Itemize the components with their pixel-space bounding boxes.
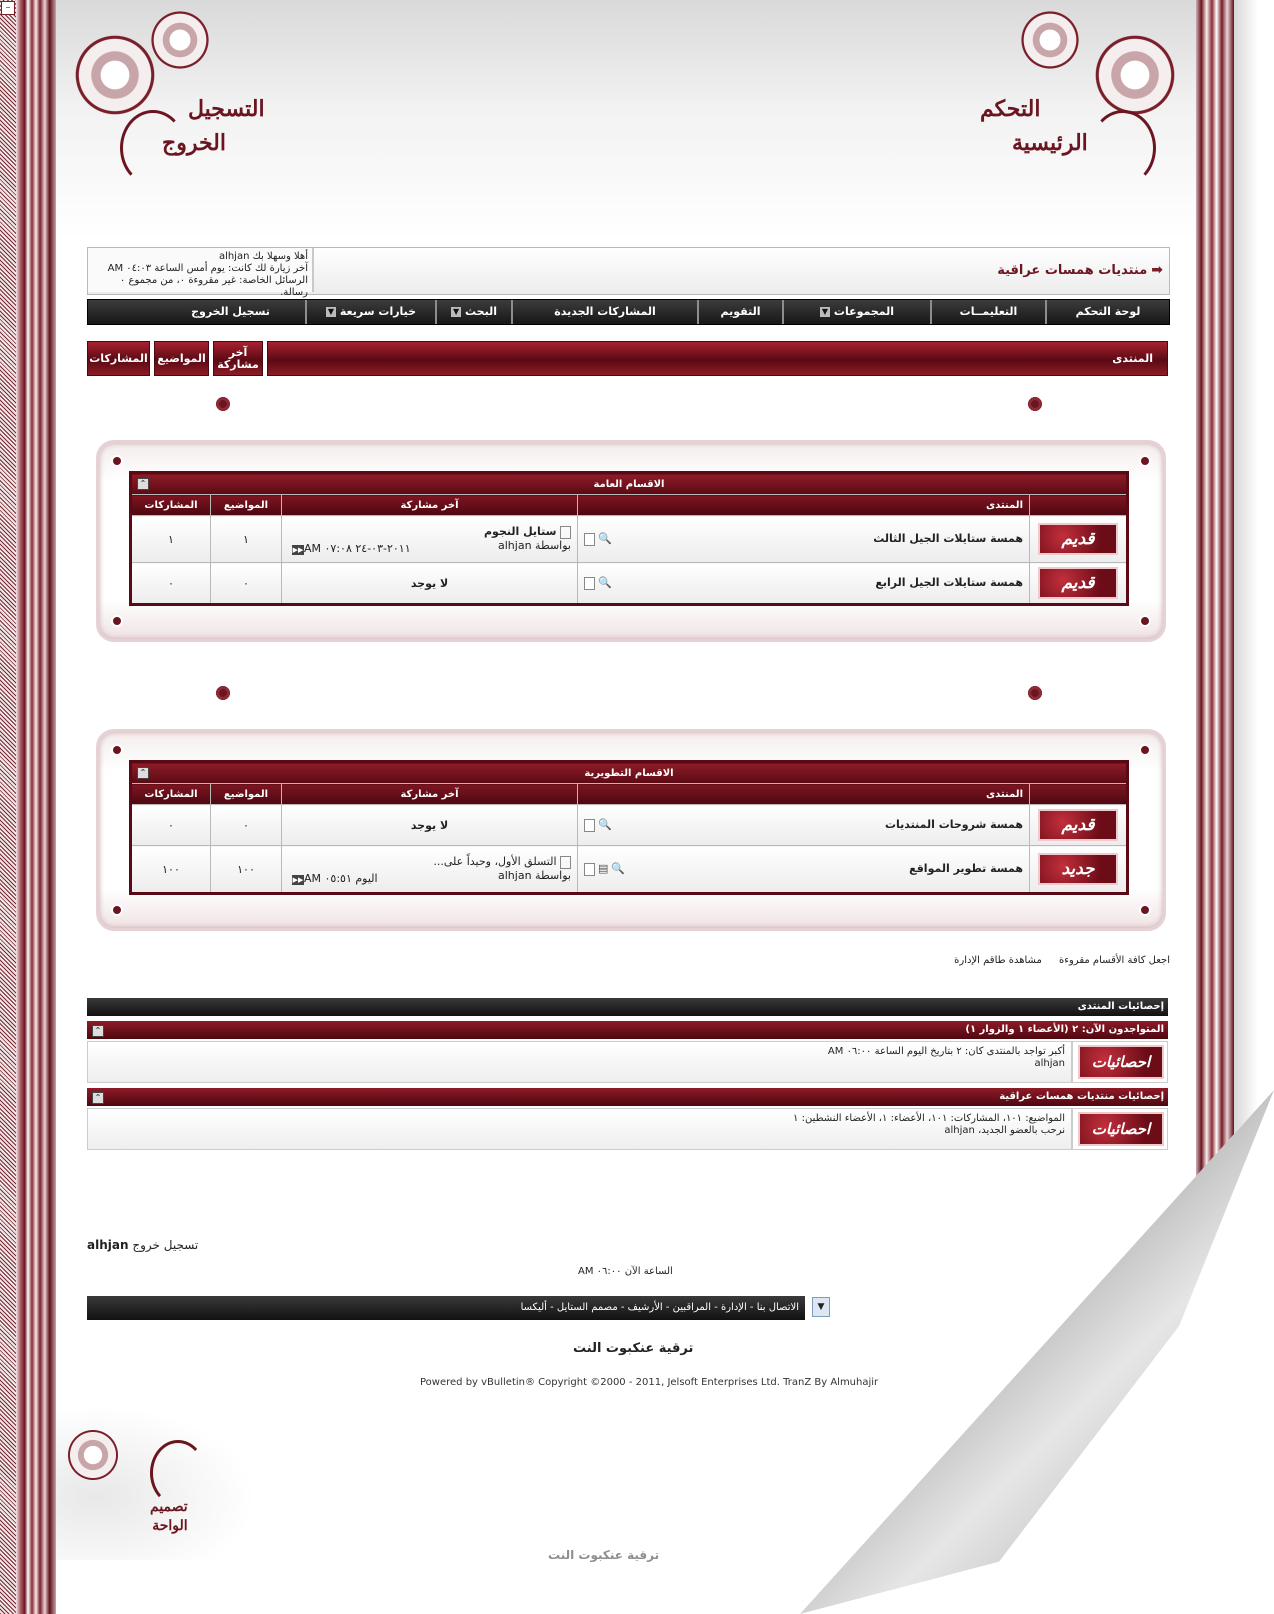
forum-actions — [940, 955, 1170, 966]
frame-dot — [111, 744, 123, 756]
forum-name-cell — [578, 805, 1030, 846]
arrow-right-icon: ➡ — [1151, 262, 1163, 278]
forum-status-cell — [1030, 846, 1128, 894]
flower-icon — [1026, 684, 1044, 702]
category-table — [129, 760, 1129, 895]
swirl-ornament-icon — [150, 1440, 206, 1506]
footer-logout-link[interactable]: تسجيل خروج — [132, 1238, 199, 1252]
col-posts — [131, 495, 211, 516]
column-header-label: مشاركة — [217, 357, 259, 371]
col-threads — [211, 784, 282, 805]
threads-count: ٠ — [211, 805, 282, 846]
forum-row — [131, 516, 1128, 563]
frame-dot — [111, 615, 123, 627]
frame-dot — [111, 904, 123, 916]
flower-icon — [58, 1420, 128, 1490]
stats-badge: احصائيات — [1078, 1045, 1164, 1079]
category-title — [131, 762, 1128, 784]
nav-label: خيارات سريعة — [339, 305, 417, 318]
forum-name-cell — [578, 563, 1030, 605]
col-icon — [1030, 784, 1128, 805]
swirl-ornament-icon — [1090, 110, 1156, 186]
nav-control-panel[interactable] — [1045, 300, 1169, 324]
last-post-none: لا يوجد — [282, 563, 578, 605]
col-label: المواضيع — [223, 499, 269, 511]
footer-title: ترقية عنكبوت النت — [573, 1341, 694, 1356]
column-header-label: المشاركات — [89, 352, 148, 365]
collapse-icon[interactable]: ⌃ — [137, 478, 149, 490]
nav-label: التعليمــات — [959, 305, 1018, 318]
page-curl-decoration — [800, 1090, 1274, 1614]
threads-count: ١ — [211, 516, 282, 563]
nav-search[interactable] — [435, 300, 511, 324]
frame-ornament — [1000, 395, 1080, 435]
nav-label: المشاركات الجديدة — [554, 305, 656, 318]
chevron-down-icon: ▼ — [452, 307, 460, 316]
chevron-down-icon: ▼ — [327, 307, 334, 316]
navbar — [87, 299, 1170, 325]
by-label: بواسطة — [535, 539, 571, 552]
nav-label: لوحة التحكم — [1075, 305, 1141, 318]
category-title-text: الاقسام التطويرية — [584, 767, 674, 779]
by-label: بواسطة — [535, 869, 571, 882]
column-header-label: المنتدى — [1112, 352, 1153, 365]
max-online-text: أكبر تواجد بالمنتدى كان: ٢ بتاريخ اليوم الساعة ٠٦:٠٠ AM — [827, 1046, 1065, 1057]
footer-logout — [87, 1238, 198, 1252]
forum-status-badge: جديد — [1038, 853, 1118, 885]
stats-title: إحصائيات المنتدى — [87, 998, 1168, 1016]
col-label: المنتدى — [986, 788, 1023, 800]
new-member-link[interactable]: alhjan — [944, 1125, 975, 1136]
private-messages-link[interactable]: الرسائل الخاصة: غير مقروءة ٠، من مجموع ٠ رسالة. — [119, 275, 308, 298]
threads-count: ٠ — [211, 563, 282, 605]
last-post-date: ٢٠١١-٠٣-٢٤ ٠٧:٠٨ AM — [304, 542, 411, 555]
left-pattern-strip — [0, 0, 16, 1614]
forum-status-cell — [1030, 516, 1128, 563]
forum-status-cell — [1030, 563, 1128, 605]
design-credit-line: تصميم — [150, 1499, 188, 1515]
forum-status-badge: قديم — [1038, 523, 1118, 555]
forum-row — [131, 805, 1128, 846]
last-post-cell — [282, 516, 578, 563]
online-users-bar[interactable] — [87, 1021, 1168, 1039]
design-credit-line: الواحة — [152, 1518, 188, 1534]
design-credit — [150, 1498, 188, 1536]
go-to-last-post-icon[interactable]: ▶▶ — [292, 876, 304, 884]
forum-name-cell — [578, 516, 1030, 563]
forum-link[interactable]: همسة شروحات المنتديات — [884, 818, 1023, 832]
header-logout-link[interactable]: الخروج — [162, 130, 226, 156]
chevron-down-icon: ▼ — [821, 307, 828, 316]
thread-icon — [560, 526, 571, 539]
nav-label: المجموعات — [833, 305, 895, 318]
frame-dot — [111, 455, 123, 467]
stats-badge: احصائيات — [1078, 1112, 1164, 1146]
frame-dot — [1139, 615, 1151, 627]
online-users-row — [87, 1041, 1168, 1083]
online-user-link[interactable]: alhjan — [1034, 1058, 1065, 1069]
frame-ornament — [188, 684, 268, 724]
col-label: المواضيع — [223, 788, 269, 800]
collapse-icon[interactable]: ⌃ — [137, 767, 149, 779]
col-threads — [211, 495, 282, 516]
welcome-panel — [88, 248, 314, 298]
left-page-binding — [16, 0, 56, 1614]
column-header-label: المواضيع — [157, 352, 206, 365]
last-post-none: لا يوجد — [282, 805, 578, 846]
search-icon[interactable]: 🔍 — [611, 862, 626, 876]
nav-label: التقويم — [720, 305, 761, 318]
col-label: المشاركات — [144, 499, 198, 511]
forum-link[interactable]: همسة تطوير المواقع — [909, 862, 1023, 876]
under-curl-text: ترقية عنكبوت النت — [548, 1548, 660, 1562]
collapse-icon[interactable]: ⌃ — [92, 1025, 104, 1037]
chevron-down-icon: ▼ — [817, 1302, 825, 1312]
forum-status-cell — [1030, 805, 1128, 846]
flower-icon — [1026, 395, 1044, 413]
copyright-text: Powered by vBulletin® Copyright ©2000 - 2011, Jelsoft Enterprises Ltd. TranZ By Almuhajir — [420, 1377, 879, 1388]
col-last-post — [282, 784, 578, 805]
forum-stats-title: إحصائيات منتديات همسات عراقية — [999, 1091, 1164, 1102]
online-users-title: المتواجدون الآن: ٢ (الأعضاء ١ والزوار ١) — [965, 1024, 1164, 1035]
forum-row — [131, 846, 1128, 894]
category-title — [131, 473, 1128, 495]
document-icon — [584, 577, 595, 590]
col-forum — [578, 495, 1030, 516]
flower-icon — [214, 395, 232, 413]
nav-calendar[interactable] — [697, 300, 782, 324]
forum-name-cell — [578, 846, 1030, 894]
header-home-link[interactable]: الرئيسية — [1012, 130, 1088, 156]
column-header-last-post — [213, 341, 263, 376]
col-label: آخر مشاركة — [400, 788, 459, 800]
frame-ornament — [1000, 684, 1080, 724]
frame-dot — [1139, 904, 1151, 916]
threads-count: ١٠٠ — [211, 846, 282, 894]
header-register-link[interactable]: التسجيل — [188, 96, 265, 122]
thread-icon — [560, 856, 571, 869]
col-posts — [131, 784, 211, 805]
nav-label: تسجيل الخروج — [191, 305, 270, 318]
last-post-date: اليوم ٠٥:٥١ AM — [304, 872, 378, 885]
category-title-text: الاقسام العامة — [593, 478, 665, 490]
go-to-last-post-icon[interactable]: ▶▶ — [292, 546, 304, 554]
welcome-greeting: أهلا وسهلا بك — [249, 251, 308, 262]
rss-icon[interactable]: ▤ — [598, 862, 609, 876]
last-post-user-link[interactable]: alhjan — [498, 539, 532, 552]
last-post-user-link[interactable]: alhjan — [498, 869, 532, 882]
column-header-label: آخر — [228, 345, 248, 359]
forum-stats-counts: المواضيع: ١٠١، المشاركات: ١٠١، الأعضاء: ١، الأعضاء النشطين: ١ — [793, 1113, 1065, 1124]
flower-icon — [140, 0, 220, 80]
posts-count: ١٠٠ — [131, 846, 211, 894]
mark-all-read-link[interactable]: اجعل كافة الأقسام مقروءة — [1059, 955, 1170, 966]
welcome-username-link[interactable]: alhjan — [218, 251, 250, 262]
nav-new-posts[interactable] — [511, 300, 697, 324]
col-label: آخر مشاركة — [400, 499, 459, 511]
minimize-icon[interactable]: – — [1, 1, 15, 15]
nav-groups[interactable] — [782, 300, 930, 324]
forum-top-box — [87, 247, 1170, 298]
search-icon[interactable]: 🔍 — [598, 532, 612, 546]
flower-icon — [214, 684, 232, 702]
frame-ornament — [120, 635, 200, 675]
col-label: المشاركات — [144, 788, 198, 800]
forum-link[interactable]: همسة ستايلات الجيل الرابع — [875, 576, 1023, 590]
forum-status-badge: قديم — [1038, 567, 1118, 599]
column-header-forum — [267, 341, 1168, 376]
frame-dot — [1139, 744, 1151, 756]
nav-faq[interactable] — [930, 300, 1045, 324]
frame-dot — [1139, 455, 1151, 467]
last-visit-text: آخر زيارة لك كانت: يوم أمس الساعة ٠٤:٠٣ AM — [107, 263, 308, 274]
col-last-post — [282, 495, 578, 516]
header-control-panel-link[interactable]: التحكم — [980, 96, 1041, 122]
forum-link[interactable]: همسة ستايلات الجيل الثالث — [873, 532, 1023, 546]
nav-logout[interactable] — [156, 300, 305, 324]
posts-count: ٠ — [131, 563, 211, 605]
forum-status-badge: قديم — [1038, 809, 1118, 841]
last-post-title-link[interactable]: التسلق الأول، وحيداً على... — [433, 855, 557, 868]
search-icon[interactable]: 🔍 — [598, 818, 612, 832]
column-header-threads — [154, 341, 209, 376]
frame-ornament — [188, 395, 268, 435]
search-icon[interactable]: 🔍 — [598, 576, 612, 590]
forum-row — [131, 563, 1128, 605]
stats-badge-cell — [1072, 1041, 1168, 1083]
col-forum — [578, 784, 1030, 805]
last-post-title-link[interactable]: ستايل النجوم — [484, 525, 557, 538]
category-frame — [96, 440, 1166, 642]
category-frame — [96, 729, 1166, 931]
flower-icon — [1010, 0, 1090, 80]
nav-label: البحث — [465, 305, 497, 318]
posts-count: ٠ — [131, 805, 211, 846]
col-icon — [1030, 495, 1128, 516]
category-table — [129, 471, 1129, 606]
collapse-icon[interactable]: ⌃ — [92, 1092, 104, 1104]
document-icon — [584, 533, 595, 546]
current-time: الساعة الآن ٠٦:٠٠ AM — [578, 1266, 673, 1277]
col-label: المنتدى — [986, 499, 1023, 511]
column-header-posts — [87, 341, 150, 376]
forum-title[interactable] — [997, 262, 1163, 278]
document-icon — [584, 819, 595, 832]
footer-logout-user[interactable]: alhjan — [87, 1238, 129, 1252]
footer-links-bar[interactable]: الاتصال بنا - الإدارة - المراقبين - الأرشيف - مصمم الستايل - أليكسا — [87, 1296, 805, 1320]
nav-quick-links[interactable] — [305, 300, 435, 324]
forum-title-text: منتديات همسات عراقية — [997, 263, 1148, 278]
view-leaders-link[interactable]: مشاهدة طاقم الإدارة — [954, 955, 1042, 966]
posts-count: ١ — [131, 516, 211, 563]
online-users-text — [87, 1041, 1072, 1083]
last-post-cell — [282, 846, 578, 894]
document-icon — [584, 863, 595, 876]
welcome-new-member-text: نرحب بالعضو الجديد، — [974, 1125, 1065, 1136]
